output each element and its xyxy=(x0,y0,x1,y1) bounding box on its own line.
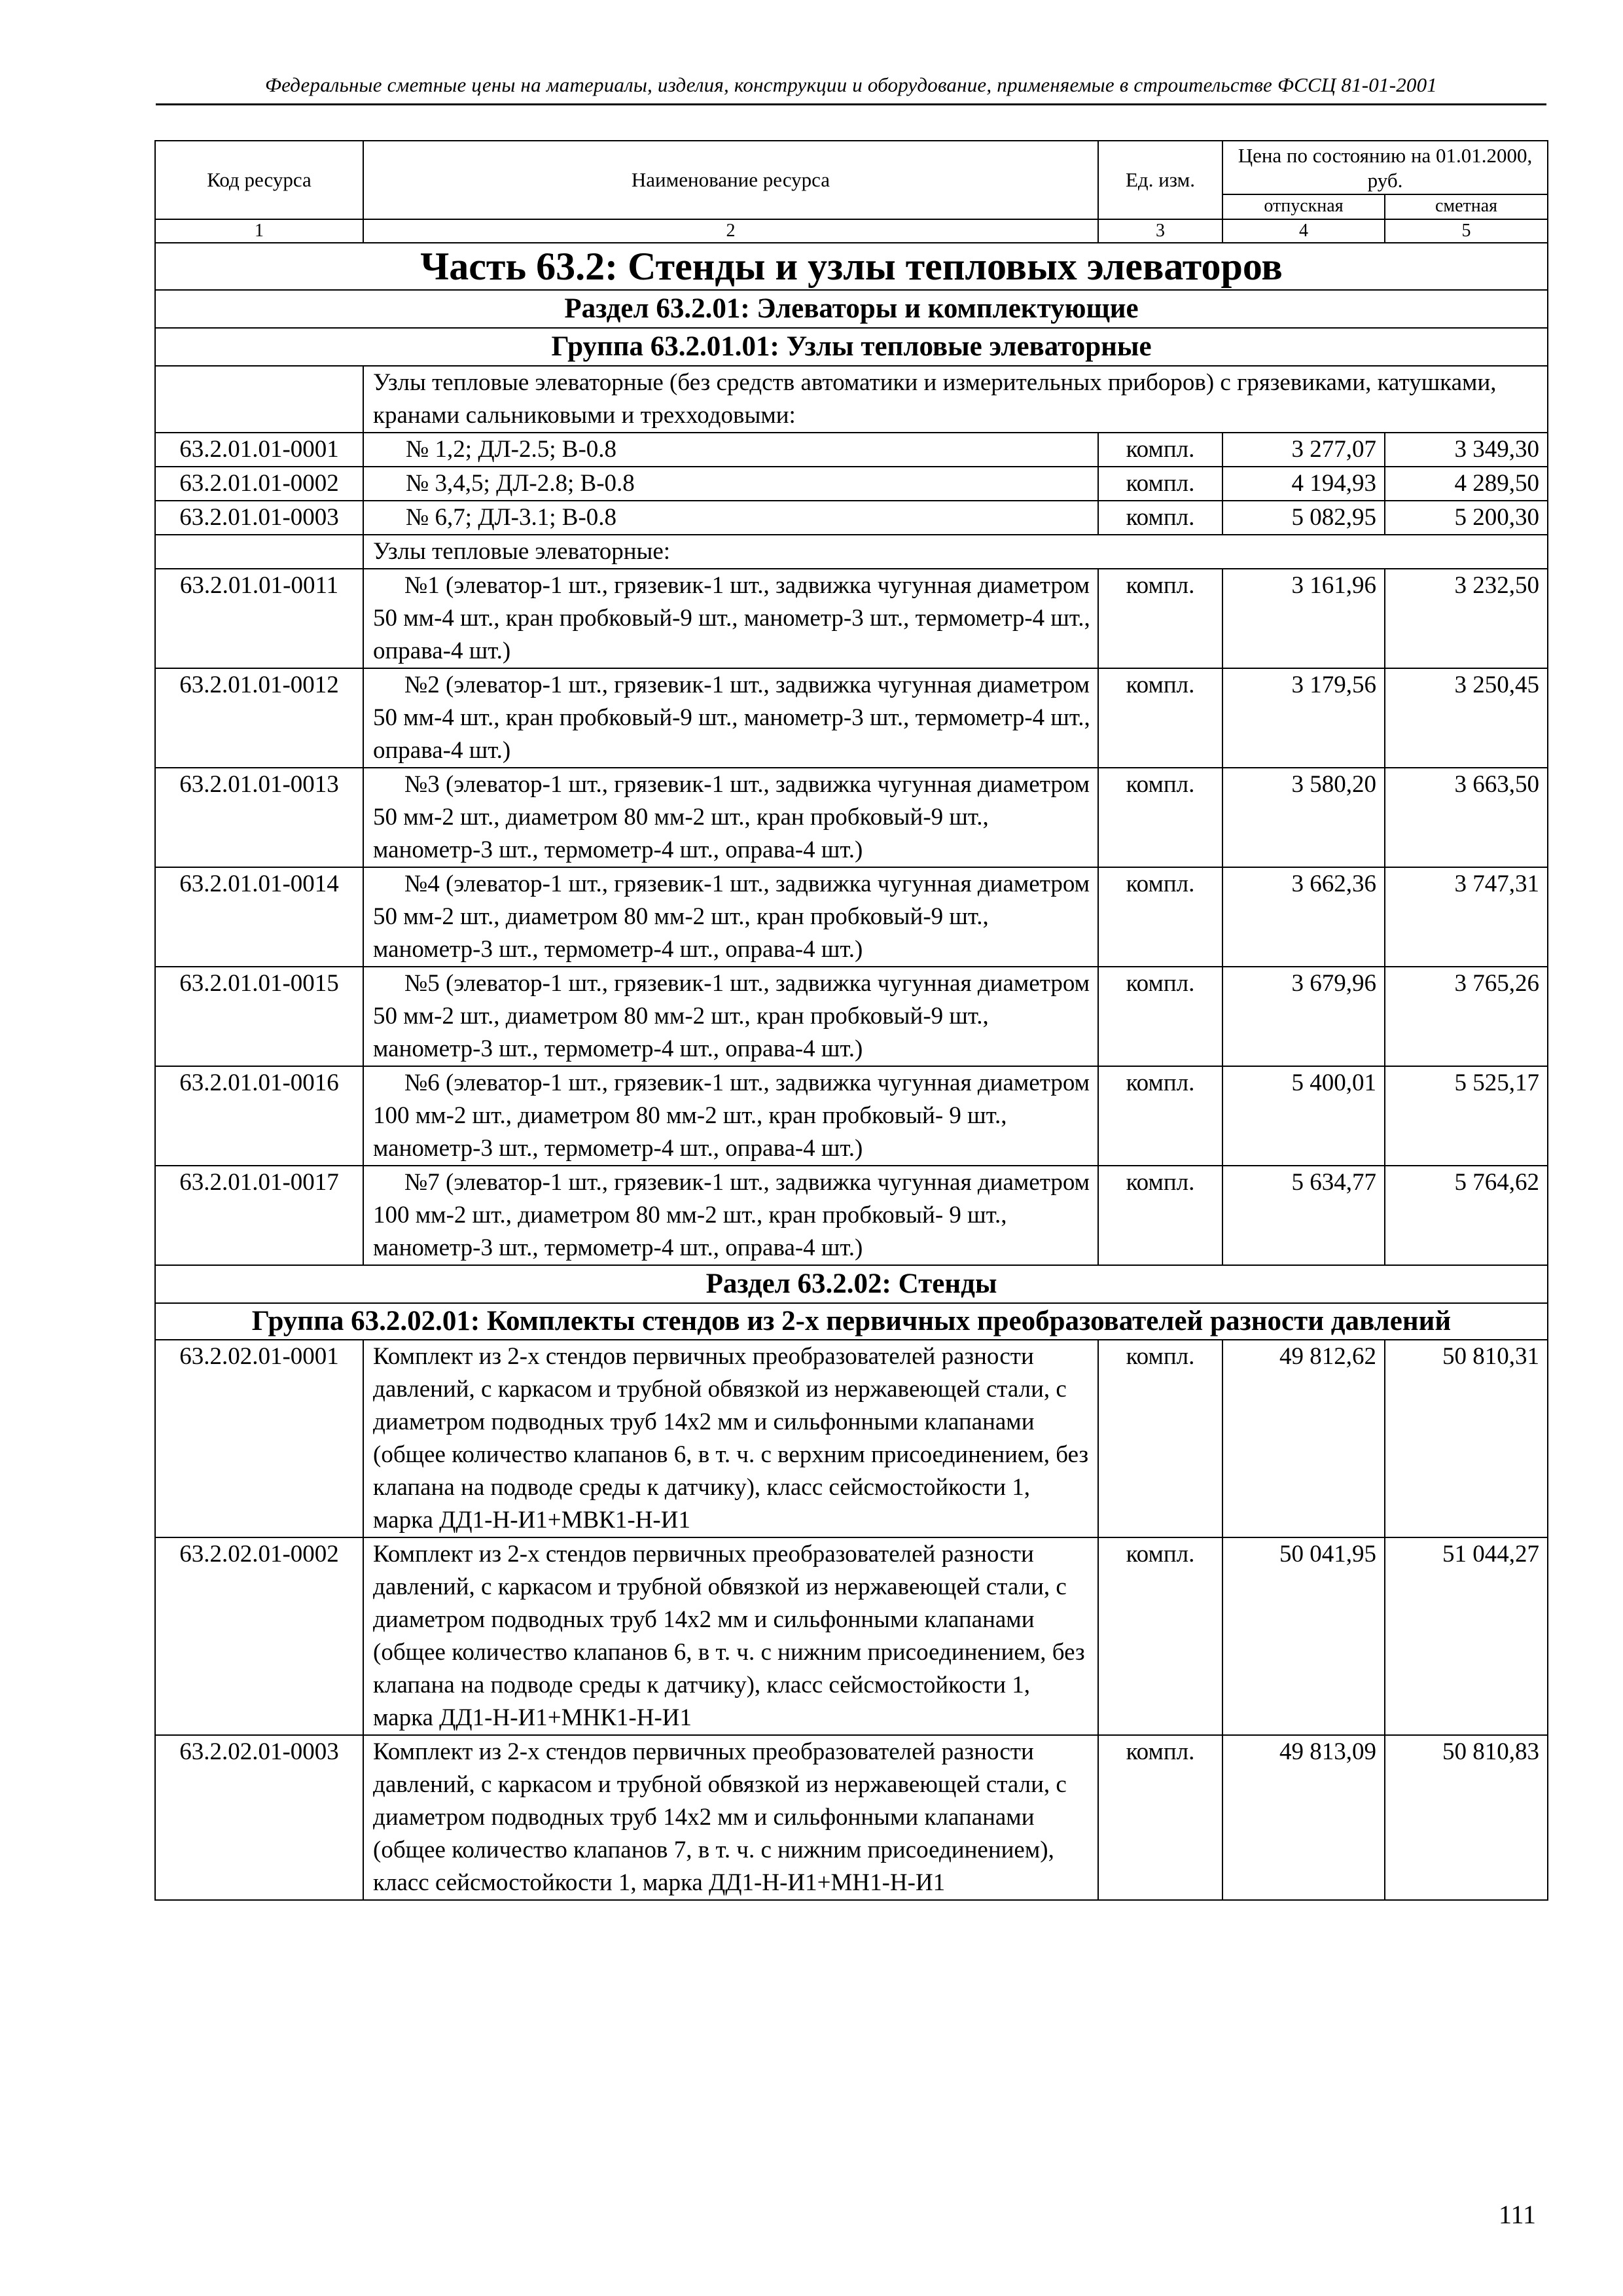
table-row xyxy=(155,967,1548,1066)
price-table xyxy=(154,140,1548,1901)
price-release: 49 812,62 xyxy=(1222,1340,1385,1537)
intro-row xyxy=(155,535,1548,569)
resource-unit: компл. xyxy=(1098,1166,1222,1265)
resource-unit: компл. xyxy=(1098,1735,1222,1900)
resource-name: Комплект из 2-х стендов первичных преобразователей разности давлений, с каркасом и трубной обвязкой из нержавеющей стали, с диаметром подводных труб 14х2 мм и сильфонными клапанами (общее количество клапанов 6, в т. ч. с верхним присоединением, без клапана на подводе среды к датчику), класс сейсмостойкости 1, марка ДД1-Н-И1+МВК1-Н-И1 xyxy=(363,1340,1098,1537)
resource-name: №4 (элеватор-1 шт., грязевик-1 шт., задвижка чугунная диаметром 50 мм-2 шт., диаметром 80 мм-2 шт., кран пробковый-9 шт., манометр-3 шт., термометр-4 шт., оправа-4 шт.) xyxy=(363,867,1098,967)
column-number-row xyxy=(155,219,1548,243)
resource-unit: компл. xyxy=(1098,1066,1222,1166)
price-release: 3 179,56 xyxy=(1222,668,1385,768)
table-header-row xyxy=(155,141,1548,194)
resource-unit: компл. xyxy=(1098,668,1222,768)
running-header: Федеральные сметные цены на материалы, изделия, конструкции и оборудование, применяемые в строительстве ФССЦ 81-01-2001 xyxy=(264,73,1438,96)
price-release: 3 277,07 xyxy=(1222,433,1385,467)
resource-code: 63.2.01.01-0017 xyxy=(155,1166,363,1265)
resource-name: № 3,4,5; ДЛ-2.8; В-0.8 xyxy=(363,467,1098,501)
section-title: Раздел 63.2.02: Стенды xyxy=(155,1265,1548,1303)
table-row xyxy=(155,1537,1548,1735)
resource-code: 63.2.02.01-0003 xyxy=(155,1735,363,1900)
price-estimate: 3 232,50 xyxy=(1385,569,1548,668)
col-number: 2 xyxy=(363,219,1098,243)
header-price-release: отпускная xyxy=(1222,194,1385,219)
price-release: 5 082,95 xyxy=(1222,501,1385,535)
resource-code: 63.2.01.01-0002 xyxy=(155,467,363,501)
col-number: 5 xyxy=(1385,219,1548,243)
resource-code: 63.2.02.01-0002 xyxy=(155,1537,363,1735)
price-estimate: 4 289,50 xyxy=(1385,467,1548,501)
price-release: 49 813,09 xyxy=(1222,1735,1385,1900)
page-number: 111 xyxy=(1499,2200,1537,2229)
resource-name: Комплект из 2-х стендов первичных преобразователей разности давлений, с каркасом и трубной обвязкой из нержавеющей стали, с диаметром подводных труб 14х2 мм и сильфонными клапанами (общее количество клапанов 7, в т. ч. с нижним присоединением), класс сейсмостойкости 1, марка ДД1-Н-И1+МН1-Н-И1 xyxy=(363,1735,1098,1900)
table-row xyxy=(155,867,1548,967)
part-title: Часть 63.2: Стенды и узлы тепловых элеваторов xyxy=(155,243,1548,290)
resource-unit: компл. xyxy=(1098,1340,1222,1537)
header-price: Цена по состоянию на 01.01.2000, руб. xyxy=(1222,141,1548,194)
resource-name: № 6,7; ДЛ-3.1; В-0.8 xyxy=(363,501,1098,535)
price-estimate: 3 765,26 xyxy=(1385,967,1548,1066)
table-row xyxy=(155,768,1548,867)
resource-unit: компл. xyxy=(1098,867,1222,967)
resource-code: 63.2.01.01-0016 xyxy=(155,1066,363,1166)
price-release: 3 580,20 xyxy=(1222,768,1385,867)
resource-name: №6 (элеватор-1 шт., грязевик-1 шт., задвижка чугунная диаметром 100 мм-2 шт., диаметром 80 мм-2 шт., кран пробковый- 9 шт., манометр-3 шт., термометр-4 шт., оправа-4 шт.) xyxy=(363,1066,1098,1166)
header-name: Наименование ресурса xyxy=(363,141,1098,219)
price-estimate: 50 810,83 xyxy=(1385,1735,1548,1900)
header-price-estimate: сметная xyxy=(1385,194,1548,219)
header-unit: Ед. изм. xyxy=(1098,141,1222,219)
resource-unit: компл. xyxy=(1098,467,1222,501)
resource-code: 63.2.01.01-0011 xyxy=(155,569,363,668)
table-row xyxy=(155,1066,1548,1166)
resource-code: 63.2.02.01-0001 xyxy=(155,1340,363,1537)
resource-name: №7 (элеватор-1 шт., грязевик-1 шт., задвижка чугунная диаметром 100 мм-2 шт., диаметром 80 мм-2 шт., кран пробковый- 9 шт., манометр-3 шт., термометр-4 шт., оправа-4 шт.) xyxy=(363,1166,1098,1265)
price-estimate: 5 764,62 xyxy=(1385,1166,1548,1265)
price-release: 3 662,36 xyxy=(1222,867,1385,967)
table-row xyxy=(155,1166,1548,1265)
price-release: 3 679,96 xyxy=(1222,967,1385,1066)
resource-code: 63.2.01.01-0014 xyxy=(155,867,363,967)
col-number: 4 xyxy=(1222,219,1385,243)
table-row xyxy=(155,501,1548,535)
table-row xyxy=(155,569,1548,668)
intro-text: Узлы тепловые элеваторные (без средств автоматики и измерительных приборов) с грязевиками, катушками, кранами сальниковыми и трехходовыми: xyxy=(363,366,1548,433)
table-row xyxy=(155,433,1548,467)
resource-unit: компл. xyxy=(1098,569,1222,668)
price-estimate: 3 747,31 xyxy=(1385,867,1548,967)
resource-unit: компл. xyxy=(1098,967,1222,1066)
resource-name: №3 (элеватор-1 шт., грязевик-1 шт., задвижка чугунная диаметром 50 мм-2 шт., диаметром 80 мм-2 шт., кран пробковый-9 шт., манометр-3 шт., термометр-4 шт., оправа-4 шт.) xyxy=(363,768,1098,867)
resource-unit: компл. xyxy=(1098,501,1222,535)
intro-row xyxy=(155,366,1548,433)
resource-name: №2 (элеватор-1 шт., грязевик-1 шт., задвижка чугунная диаметром 50 мм-4 шт., кран пробковый-9 шт., манометр-3 шт., термометр-4 шт., оправа-4 шт.) xyxy=(363,668,1098,768)
resource-code: 63.2.01.01-0003 xyxy=(155,501,363,535)
resource-code: 63.2.01.01-0012 xyxy=(155,668,363,768)
resource-code: 63.2.01.01-0001 xyxy=(155,433,363,467)
price-release: 3 161,96 xyxy=(1222,569,1385,668)
header-code: Код ресурса xyxy=(155,141,363,219)
resource-unit: компл. xyxy=(1098,1537,1222,1735)
resource-name: №1 (элеватор-1 шт., грязевик-1 шт., задвижка чугунная диаметром 50 мм-4 шт., кран пробковый-9 шт., манометр-3 шт., термометр-4 шт., оправа-4 шт.) xyxy=(363,569,1098,668)
table-row xyxy=(155,1340,1548,1537)
group-title: Группа 63.2.01.01: Узлы тепловые элеваторные xyxy=(155,328,1548,366)
price-estimate: 51 044,27 xyxy=(1385,1537,1548,1735)
price-release: 5 634,77 xyxy=(1222,1166,1385,1265)
price-estimate: 3 250,45 xyxy=(1385,668,1548,768)
resource-name: №5 (элеватор-1 шт., грязевик-1 шт., задвижка чугунная диаметром 50 мм-2 шт., диаметром 80 мм-2 шт., кран пробковый-9 шт., манометр-3 шт., термометр-4 шт., оправа-4 шт.) xyxy=(363,967,1098,1066)
resource-code: 63.2.01.01-0013 xyxy=(155,768,363,867)
intro-text: Узлы тепловые элеваторные: xyxy=(363,535,1548,569)
price-estimate: 3 349,30 xyxy=(1385,433,1548,467)
resource-code: 63.2.01.01-0015 xyxy=(155,967,363,1066)
price-estimate: 5 200,30 xyxy=(1385,501,1548,535)
price-release: 4 194,93 xyxy=(1222,467,1385,501)
resource-name: № 1,2; ДЛ-2.5; В-0.8 xyxy=(363,433,1098,467)
resource-unit: компл. xyxy=(1098,433,1222,467)
price-release: 50 041,95 xyxy=(1222,1537,1385,1735)
col-number: 3 xyxy=(1098,219,1222,243)
price-release: 5 400,01 xyxy=(1222,1066,1385,1166)
col-number: 1 xyxy=(155,219,363,243)
resource-name: Комплект из 2-х стендов первичных преобразователей разности давлений, с каркасом и трубной обвязкой из нержавеющей стали, с диаметром подводных труб 14х2 мм и сильфонными клапанами (общее количество клапанов 6, в т. ч. с нижним присоединением, без клапана на подводе среды к датчику), класс сейсмостойкости 1, марка ДД1-Н-И1+МНК1-Н-И1 xyxy=(363,1537,1098,1735)
header-rule xyxy=(156,103,1546,105)
resource-unit: компл. xyxy=(1098,768,1222,867)
price-estimate: 3 663,50 xyxy=(1385,768,1548,867)
table-row xyxy=(155,668,1548,768)
price-estimate: 5 525,17 xyxy=(1385,1066,1548,1166)
price-estimate: 50 810,31 xyxy=(1385,1340,1548,1537)
table-row xyxy=(155,1735,1548,1900)
section-title: Раздел 63.2.01: Элеваторы и комплектующие xyxy=(155,290,1548,328)
table-row xyxy=(155,467,1548,501)
group-title: Группа 63.2.02.01: Комплекты стендов из 2-х первичных преобразователей разности давлений xyxy=(155,1303,1548,1340)
